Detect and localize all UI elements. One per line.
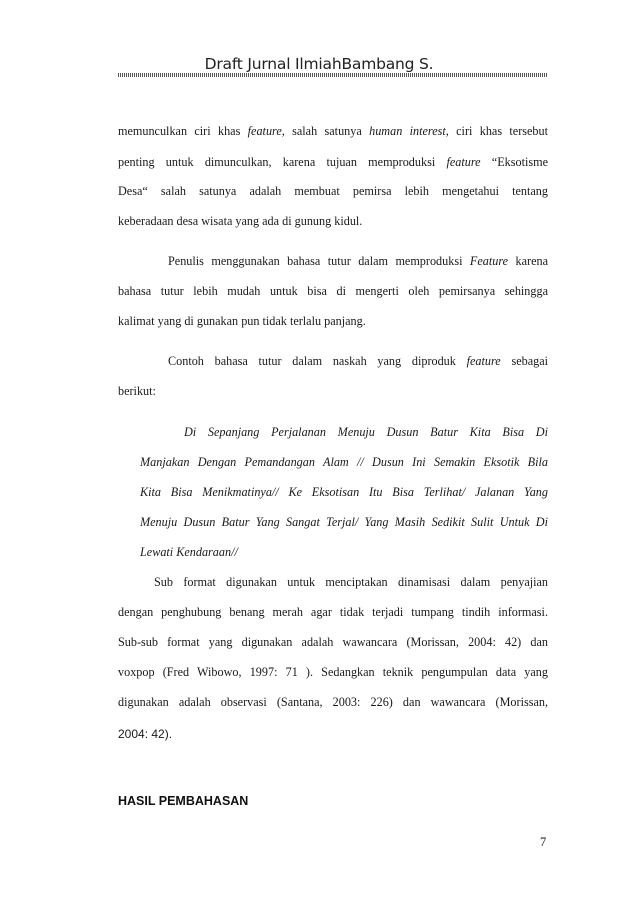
- text-run: Contoh bahasa tutur dalam naskah yang diproduk: [168, 354, 467, 368]
- p4-line-4: voxpop (Fred Wibowo, 1997: 71 ). Sedangkan teknik pengumpulan data yang: [118, 665, 548, 679]
- text-run-italic: Feature: [469, 254, 509, 268]
- p2-line-1: [168, 254, 548, 268]
- quote-line-4: Menuju Dusun Batur Yang Sangat Terjal/ Yang Masih Sedikit Sulit Untuk Di: [140, 515, 548, 529]
- quote-line-5: Lewati Kendaraan//: [140, 545, 238, 559]
- running-header: Draft Jurnal IlmiahBambang S.: [204, 55, 434, 73]
- header-dotted-rule: [118, 73, 548, 77]
- quote-line-3: Kita Bisa Menikmatinya// Ke Eksotisan Itu Bisa Terlihat/ Jalanan Yang: [140, 485, 548, 499]
- text-run-italic: feature: [466, 354, 501, 368]
- text-run: sebagai: [500, 354, 548, 368]
- text-run: , salah satunya: [281, 124, 370, 138]
- text-run-italic: human interest,: [369, 124, 449, 138]
- p4-line-2: dengan penghubung benang merah agar tidak terjadi tumpang tindih informasi.: [118, 605, 548, 619]
- p4-line-3: Sub-sub format yang digunakan adalah wawancara (Morissan, 2004: 42) dan: [118, 635, 548, 649]
- p1-line-3: Desa“ salah satunya adalah membuat pemirsa lebih mengetahui tentang: [118, 184, 548, 198]
- p2-line-3: kalimat yang di gunakan pun tidak terlalu panjang.: [118, 314, 366, 328]
- text-run: Penulis menggunakan bahasa tutur dalam memproduksi: [168, 254, 470, 268]
- p4-line-6: 2004: 42).: [118, 727, 173, 741]
- text-run-italic: feature: [446, 155, 481, 169]
- page-number: 7: [540, 835, 547, 849]
- p1-line-4: keberadaan desa wisata yang ada di gunung kidul.: [118, 214, 363, 228]
- p3-line-2: berikut:: [118, 384, 156, 398]
- p1-line-1: [118, 124, 548, 138]
- quote-line-1: Di Sepanjang Perjalanan Menuju Dusun Batur Kita Bisa Di: [184, 425, 548, 439]
- text-run: memunculkan ciri khas: [118, 124, 248, 138]
- text-run: penting untuk dimunculkan, karena tujuan memproduksi: [118, 155, 447, 169]
- text-run-italic: feature: [247, 124, 282, 138]
- p3-line-1: [168, 354, 548, 368]
- p4-line-5: digunakan adalah observasi (Santana, 2003: 226) dan wawancara (Morissan,: [118, 695, 548, 709]
- section-heading: HASIL PEMBAHASAN: [118, 794, 249, 808]
- text-run: ciri khas tersebut: [448, 124, 548, 138]
- p2-line-2: bahasa tutur lebih mudah untuk bisa di mengerti oleh pemirsanya sehingga: [118, 284, 548, 298]
- text-run: karena: [508, 254, 548, 268]
- p4-line-1: Sub format digunakan untuk menciptakan dinamisasi dalam penyajian: [154, 575, 548, 589]
- quote-line-2: Manjakan Dengan Pemandangan Alam // Dusun Ini Semakin Eksotik Bila: [140, 455, 548, 469]
- text-run: “Eksotisme: [480, 155, 548, 169]
- p1-line-2: [118, 155, 548, 169]
